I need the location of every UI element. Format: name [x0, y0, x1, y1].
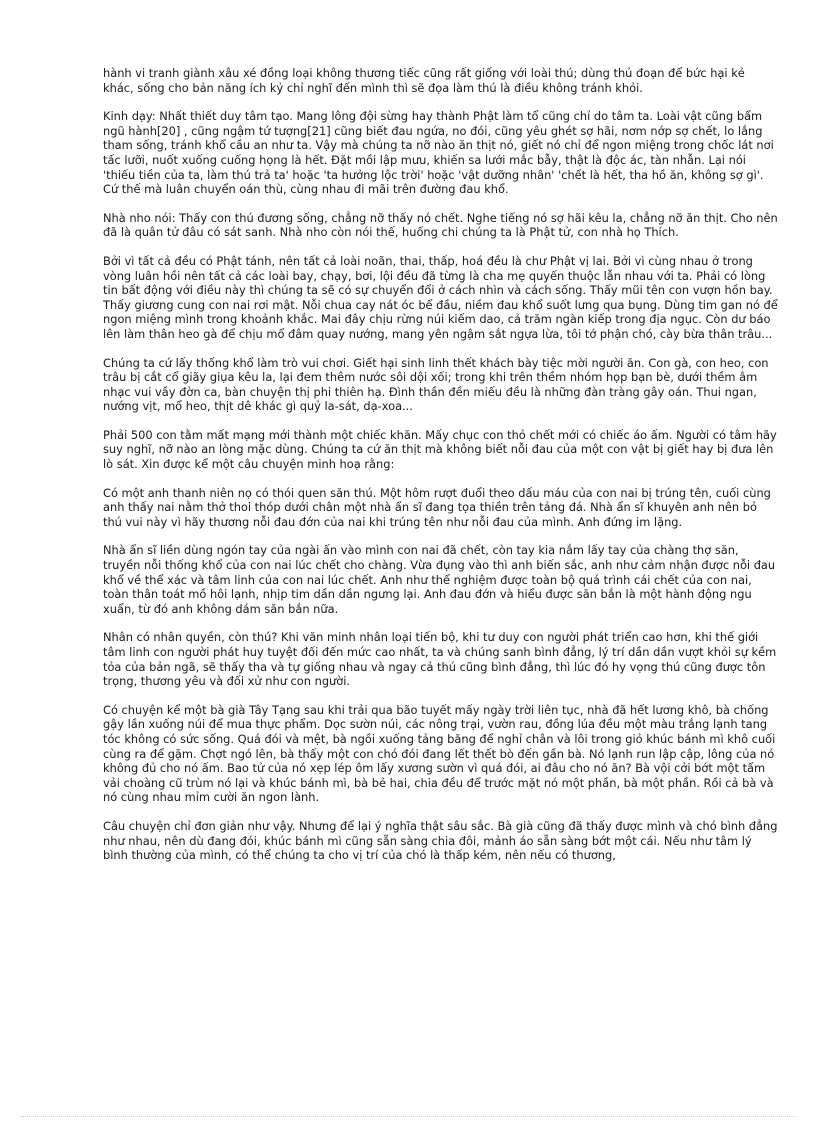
- paragraph: Kinh dạy: Nhất thiết duy tâm tạo. Mang lông đội sừng hay thành Phật làm tổ cũng chỉ do tâm ta. Loài vật cũng bẩm ngũ hành[20] , cũng ngậm tứ tượng[21] cũng biết đau ngứa, no đói, cũng yêu ghét sợ hãi, nơm nớp sợ chết, lo lắng tham sống, tránh khổ cầu an như ta. Vậy mà chúng ta nỡ nào ăn thịt nó, giết nó chỉ để ngon miệng trong chốc lát nơi tấc lưỡi, nuốt xuống cuống họng là hết. Đặt mồi lập mưu, khiến sa lưới mắc bẫy, thật là độc ác, tàn nhẫn. Lại nói 'thiếu tiền của ta, làm thú trả ta' hoặc 'ta hưởng lộc trời' hoặc 'vật dưỡng nhân' 'chết là hết, tha hồ ăn, không sợ gì'. Cứ thế mà luân chuyển oán thù, cùng nhau đi mãi trên đường đau khổ.: [103, 109, 774, 197]
- paragraph: Nhà nho nói: Thấy con thú đương sống, chẳng nỡ thấy nó chết. Nghe tiếng nó sợ hãi kêu la, chẳng nỡ ăn thịt. Cho nên đã là quân tử đâu có sát sanh. Nhà nho còn nói thế, huống chi chúng ta là Phật tử, con nhà họ Thích.: [103, 210, 778, 240]
- page-bottom-rule: [20, 1116, 796, 1117]
- paragraph: Phải 500 con tằm mất mạng mới thành một chiếc khăn. Mấy chục con thỏ chết mới có chiếc áo ấm. Người có tâm hãy suy nghĩ, nỡ nào an lòng mặc dùng. Chúng ta cứ ăn thịt mà không biết nỗi đau của một con vật bị giết hay bị đưa lên lò sát. Xin được kể một câu chuyện minh hoạ rằng:: [103, 427, 777, 472]
- paragraph: Bởi vì tất cả đều có Phật tánh, nên tất cả loài noãn, thai, thấp, hoá đều là chư Phật vị lai. Bởi vì cùng nhau ở trong vòng luân hồi nên tất cả các loài bay, chạy, bơi, lội đều đã từng là cha mẹ quyến thuộc lẫn nhau với ta. Phải có lòng tin bất động với điều này thì chúng ta sẽ có sự chuyển đổi ở cách nhìn và cách sống. Thấy mũi tên con vượn hồn bay. Thấy giương cung con nai rơi mật. Nỗi chua cay nát óc bể đầu, niềm đau khổ suốt lưng qua bụng. Dùng tim gan nó để ngon miệng mình trong khoảnh khắc. Mai đây chịu rừng núi kiếm dao, cả trăm ngàn kiếp trong địa ngục. Còn dư báo lên làm thân heo gà để chịu mổ đâm quay nướng, mang yên ngậm sắt ngựa lừa, tôi tớ phận chó, cày bừa thân trâu...: [103, 253, 778, 341]
- paragraph: Chúng ta cứ lấy thống khổ làm trò vui chơi. Giết hại sinh linh thết khách bày tiệc mời người ăn. Con gà, con heo, con trâu bị cắt cổ giãy giụa kêu la, lại đem thêm nước sôi dội xối; trong khi trên thềm nhóm họp bạn bè, dưới thềm âm nhạc vui vầy đờn ca, bàn chuyện thị phi thiên hạ. Đình thần đền miếu đều là những đàn tràng gây oán. Thui ngan, nướng vịt, mổ heo, thịt dê khác gì quỷ la-sát, dạ-xoa...: [103, 355, 769, 414]
- paragraph: Nhân có nhân quyền, còn thú? Khi văn minh nhân loại tiến bộ, khi tư duy con người phát triển cao hơn, khi thế giới tâm linh con người phát huy tuyệt đối đến mức cao nhất, ta và chúng sanh bình đẳng, lý trí dần dần vượt khỏi sự kềm tỏa của bản ngã, sẽ thấy tha và tự giống nhau và ngay cả thú cũng bình đẳng, thì lúc đó hy vọng thú cũng được tôn trọng, thương yêu và đối xử như con người.: [103, 630, 777, 689]
- paragraph: Có một anh thanh niên nọ có thói quen săn thú. Một hôm rượt đuổi theo dấu máu của con nai bị trúng tên, cuối cùng anh thấy nai nằm thở thoi thóp dưới chân một nhà ẩn sĩ đang tọa thiền trên tảng đá. Nhà ẩn sĩ khuyên anh nên bỏ thú vui này vì hãy thương nỗi đau đớn của nai khi trúng tên như nỗi đau của mình. Anh đứng im lặng.: [103, 485, 771, 529]
- paragraph: hành vi tranh giành xâu xé đồng loại không thương tiếc cũng rất giống với loài thú; dùng thủ đoạn để bức hại kẻ khác, sống cho bản năng ích kỷ chỉ nghĩ đến mình thì sẽ đọa làm thú là điều không tránh khỏi.: [103, 66, 745, 95]
- paragraph: Nhà ẩn sĩ liền dùng ngón tay của ngài ấn vào mình con nai đã chết, còn tay kia nắm lấy tay của chàng thợ săn, truyền nỗi thống khổ của con nai lúc chết cho chàng. Vừa đụng vào thì anh biến sắc, anh như cảm nhận được nỗi đau khổ về thể xác và tâm linh của con nai lúc chết. Anh như thể nghiệm được toàn bộ quá trình cái chết của con nai, toàn thân toát mồ hôi lạnh, nhịp tim dần dần ngưng lại. Anh đau đớn và hiểu được săn bắn là một hành động ngu xuẩn, từ đó anh không dám săn bắn nữa.: [103, 543, 776, 616]
- document-body: [103, 66, 779, 877]
- paragraph: Có chuyện kể một bà già Tây Tạng sau khi trải qua bão tuyết mấy ngày trời liên tục, nhà đã hết lương khô, bà chống gậy lần xuống núi để mua thực phẩm. Dọc sườn núi, các nông trại, vườn rau, đồng lúa đều một màu trắng lạnh tang tóc không có sức sống. Quá đói và mệt, bà ngồi xuống tảng băng để nghỉ chân và lôi trong giỏ khúc bánh mì khô cuối cùng ra để gặm. Chợt ngó lên, bà thấy một con chó đói đang lết thết bò đến gần bà. Nó lạnh run lập cập, lông của nó không đủ cho nó ấm. Bao tử của nó xẹp lép ôm lấy xương sườn vì quá đói, ai đâu cho nó ăn? Bà vội cởi bớt một tấm vải choàng cũ trùm nó lại và khúc bánh mì, bà bẻ hai, chia đều để trước mặt nó một phần, bà một phần. Rồi cả bà và nó cùng nhau mỉm cười ăn ngon lành.: [103, 702, 776, 805]
- paragraph: Câu chuyện chỉ đơn giản như vậy. Nhưng để lại ý nghĩa thật sâu sắc. Bà già cũng đã thấy được mình và chó bình đẳng như nhau, nên dù đang đói, khúc bánh mì cũng sẵn sàng chia đôi, mảnh áo sẵn sàng bớt một cái. Nếu như tâm lý bình thường của mình, có thể chúng ta cho vị trí của chó là thấp kém, nên nếu có thương,: [103, 818, 778, 863]
